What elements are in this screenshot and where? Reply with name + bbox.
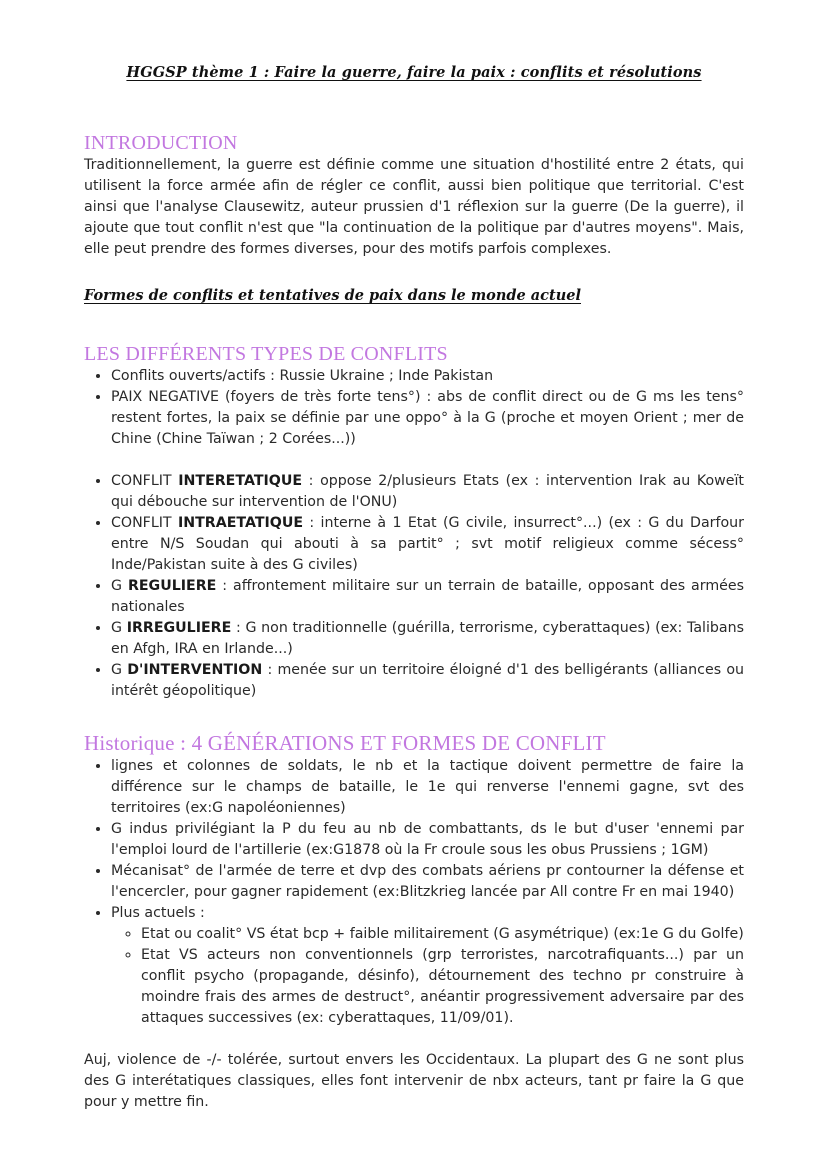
sub-list-item: ◦ Etat ou coalit° VS état bcp + faible militairement (G asymétrique) (ex:1e G du Golfe): [141, 924, 744, 945]
section-subtitle: Formes de conflits et tentatives de paix dans le monde actuel: [84, 287, 581, 304]
introduction-text: Traditionnellement, la guerre est définie comme une situation d'hostilité entre 2 états, qui utilisent la force armée afin de régler ce conflit, aussi bien politique que territorial. C'est ainsi que l'analyse Clausewitz, auteur prussien d'1 réflexion sur la guerre (De la guerre), il ajoute que tout conflit n'est que "la continuation de la politique par d'autres moyens". Mais, elle peut prendre des formes diverses, pour des motifs parfois complexes.: [84, 157, 744, 257]
list-item: • G D'INTERVENTION : menée sur un territoire éloigné d'1 des belligérants (alliances ou intérêt géopolitique): [111, 660, 744, 702]
conclusion-text: Auj, violence de -/- tolérée, surtout envers les Occidentaux. La plupart des G ne sont plus des G interétatiques classiques, elles font intervenir de nbx acteurs, tant pr faire la G que pour y mettre fin.: [84, 1052, 744, 1110]
list-item: • Plus actuels : ◦ Etat ou coalit° VS état bcp + faible militairement (G asymétrique) (ex:1e G du Golfe) ◦ Etat VS acteurs non conventionnels (grp terroristes, narcotrafiquants...) par un conflit psycho (propagande, désinfo), détournement des techno pr construire à moindre frais des armes de destruct°, anéantir progressivement adversaire par des attaques successives (ex: cyberattaques, 11/09/01).: [111, 903, 744, 1029]
list-item: • PAIX NEGATIVE (foyers de très forte tens°) : abs de conflit direct ou de G ms les tens° restent fortes, la paix se définie par une oppo° à la G (proche et moyen Orient ; mer de Chine (Chine Taïwan ; 2 Corées...)): [111, 387, 744, 450]
list-item: • CONFLIT INTERETATIQUE : oppose 2/plusieurs Etats (ex : intervention Irak au Koweït qui débouche sur intervention de l'ONU): [111, 471, 744, 513]
history-list: [84, 756, 744, 1029]
list-item: • lignes et colonnes de soldats, le nb et la tactique doivent permettre de faire la différence sur le champs de bataille, le 1e qui renverse l'ennemi gagne, svt des territoires (ex:G napoléoniennes): [111, 756, 744, 819]
conflict-types-list-1: [84, 366, 744, 450]
introduction-heading: INTRODUCTION: [84, 132, 238, 154]
list-item: • G IRREGULIERE : G non traditionnelle (guérilla, terrorisme, cyberattaques) (ex: Talibans en Afgh, IRA en Irlande...): [111, 618, 744, 660]
history-heading: Historique : 4 GÉNÉRATIONS ET FORMES DE CONFLIT: [84, 731, 606, 755]
conflict-types-list-2: [84, 471, 744, 702]
conflict-types-heading: LES DIFFÉRENTS TYPES DE CONFLITS: [84, 343, 448, 365]
list-item: • G indus privilégiant la P du feu au nb de combattants, ds le but d'user 'ennemi par l'emploi lourd de l'artillerie (ex:G1878 où la Fr croule sous les obus Prussiens ; 1GM): [111, 819, 744, 861]
document-title: HGGSP thème 1 : Faire la guerre, faire la paix : conflits et résolutions: [126, 64, 702, 81]
list-item: • G REGULIERE : affrontement militaire sur un terrain de bataille, opposant des armées nationales: [111, 576, 744, 618]
list-item: • Conflits ouverts/actifs : Russie Ukraine ; Inde Pakistan: [111, 366, 744, 387]
list-item: • Mécanisat° de l'armée de terre et dvp des combats aériens pr contourner la défense et l'encercler, pour gagner rapidement (ex:Blitzkrieg lancée par All contre Fr en mai 1940): [111, 861, 744, 903]
sub-list-item: ◦ Etat VS acteurs non conventionnels (grp terroristes, narcotrafiquants...) par un conflit psycho (propagande, désinfo), détournement des techno pr construire à moindre frais des armes de destruct°, anéantir progressivement adversaire par des attaques successives (ex: cyberattaques, 11/09/01).: [141, 945, 744, 1029]
list-item: • CONFLIT INTRAETATIQUE : interne à 1 Etat (G civile, insurrect°...) (ex : G du Darfour entre N/S Soudan qui abouti à sa partit° ; svt motif religieux comme sécess° Inde/Pakistan suite à des G civiles): [111, 513, 744, 576]
history-sublist: [111, 924, 744, 1029]
